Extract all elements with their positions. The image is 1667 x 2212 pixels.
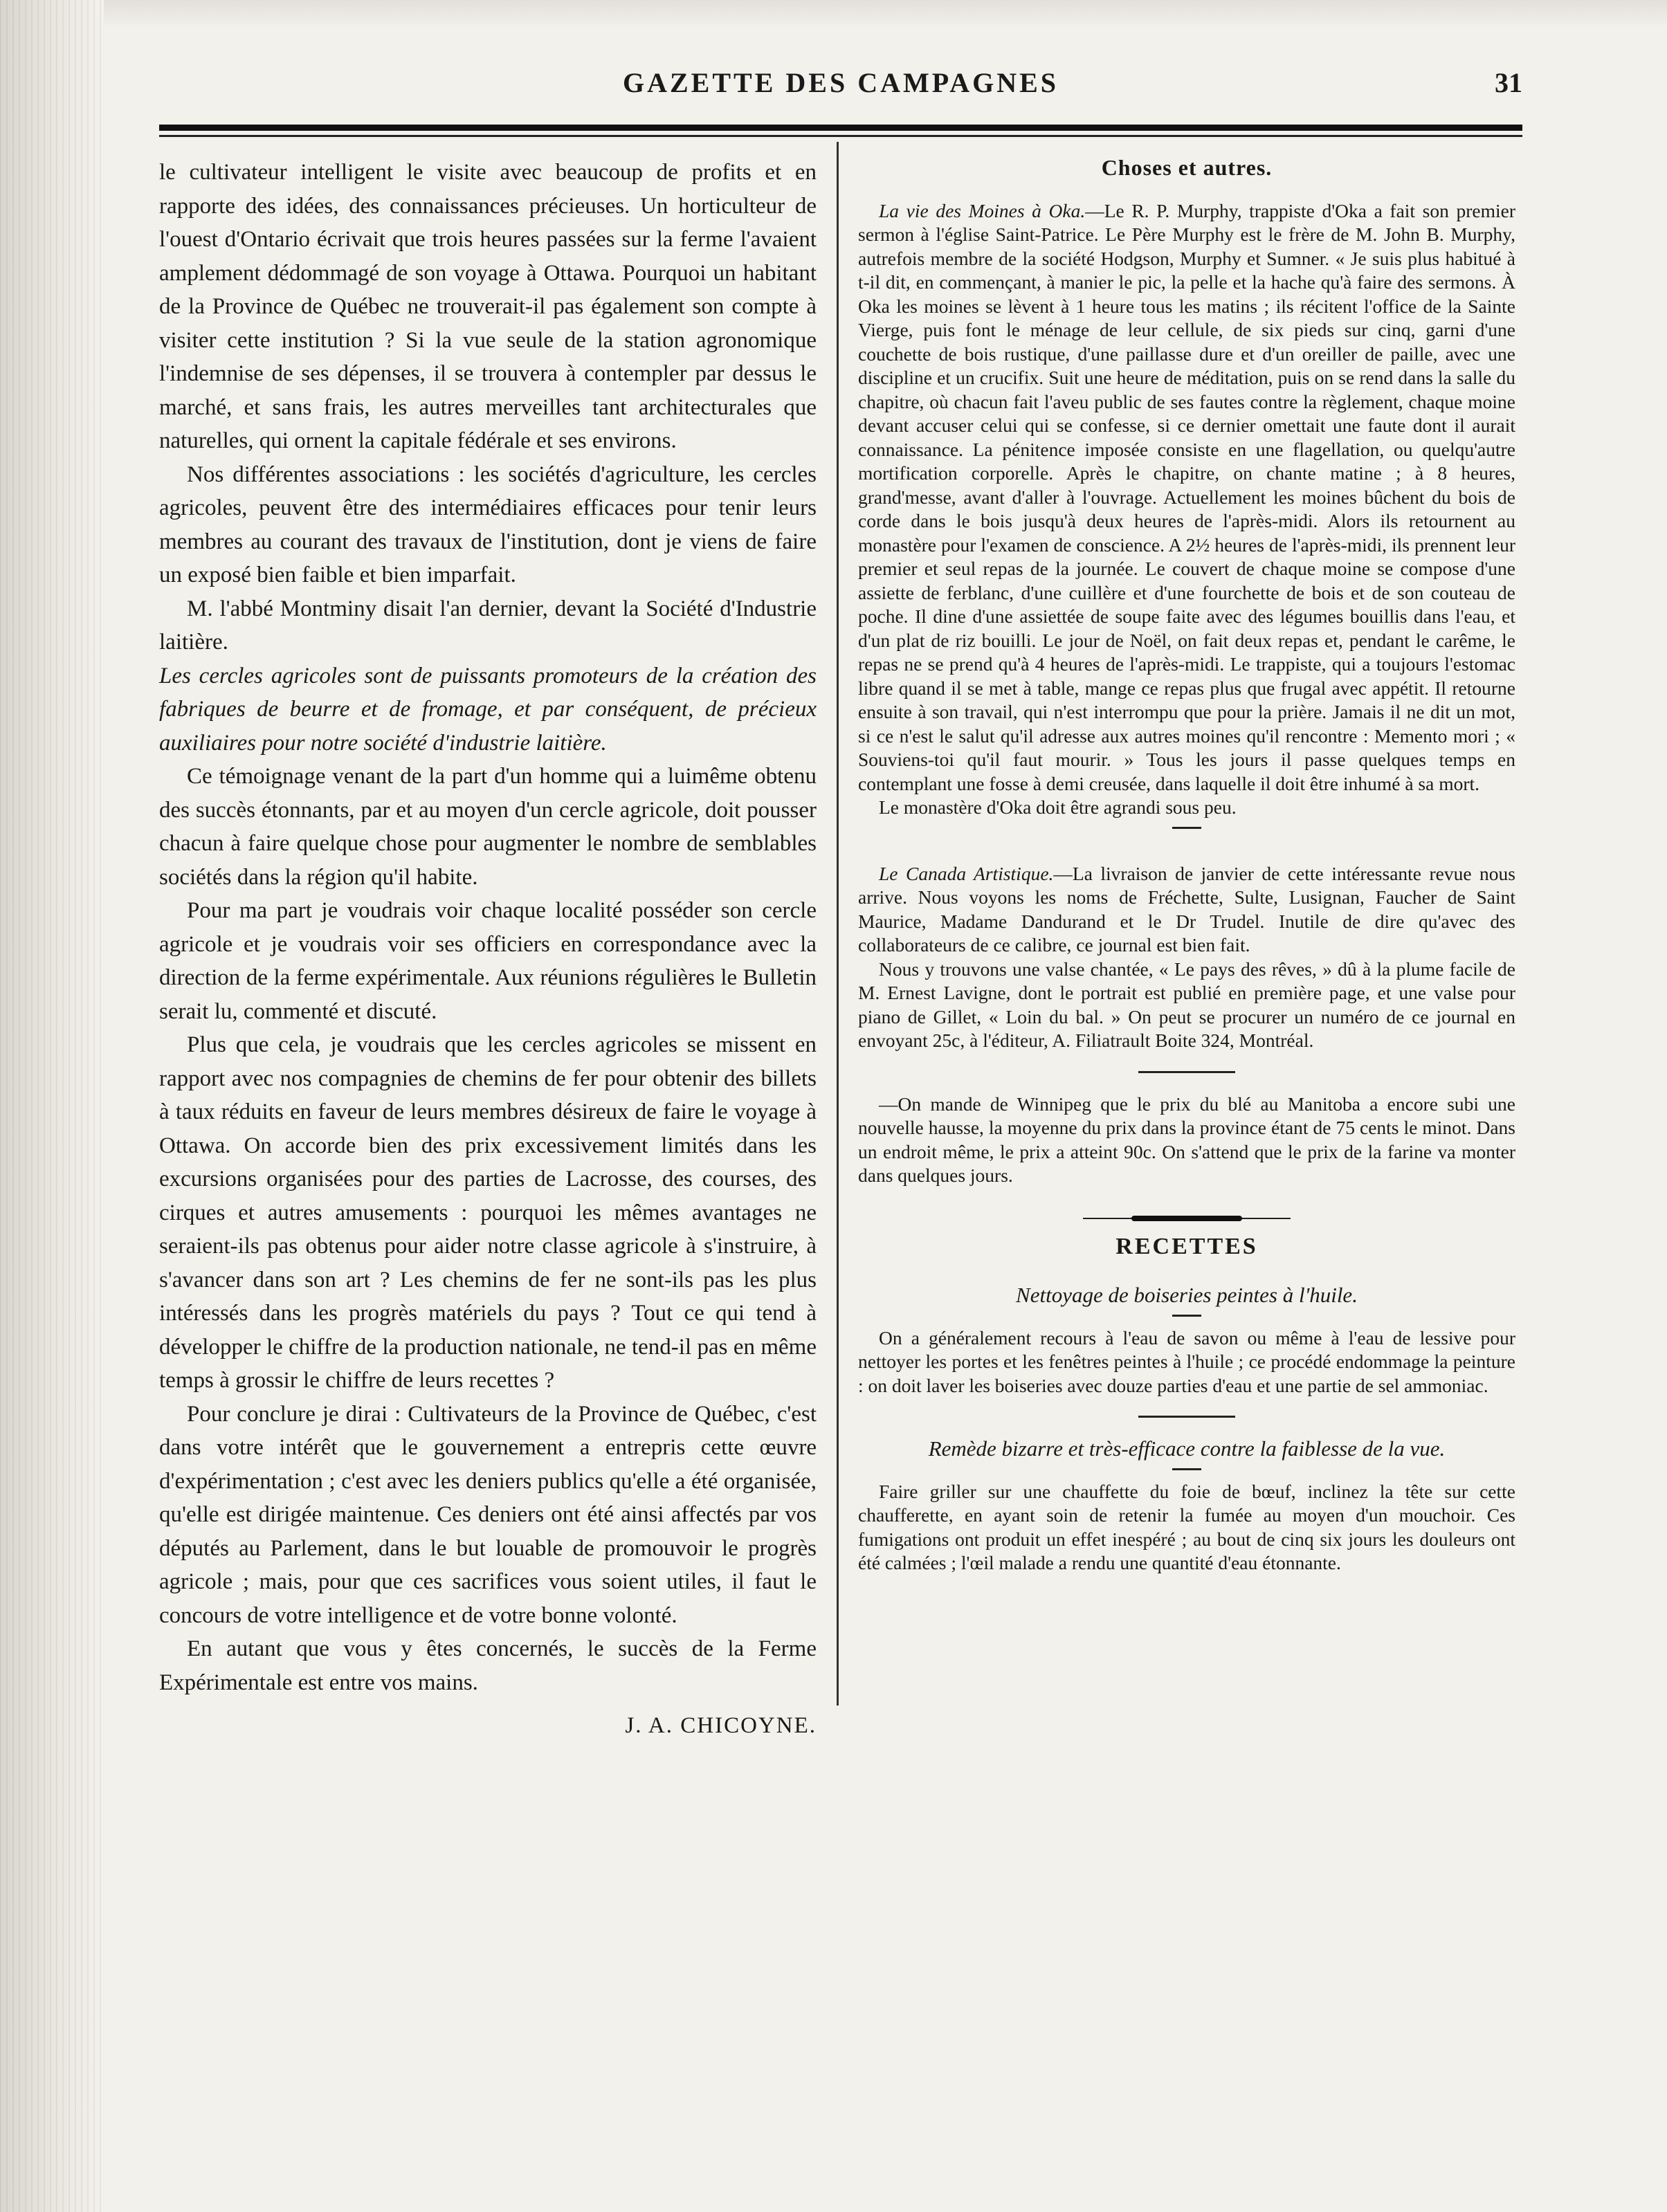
paragraph: Plus que cela, je voudrais que les cercles agricoles se missent en rapport avec nos compagnies de chemins de fer pour obtenir des billets à taux réduits en faveur de leurs membres désireux de faire le voyage à Ottawa. On accorde bien des prix excessivement limités dans les excursions organisées pour des parties de Lacrosse, des courses, des cirques et autres amusements : pourquoi les mêmes avantages ne seraient-ils pas obtenus pour aider notre classe agricole à s'instruire, à s'avancer dans son art ? Les chemins de fer ne sont-ils pas les plus intéressés dans les progrès matériels du pays ? Tout ce qui tend à développer le chiffre de la production nationale, ne tend-il pas en même temps à grossir le chiffre de leurs recettes ? bbox=[159, 1032, 817, 1393]
page-number: 31 bbox=[1495, 67, 1522, 98]
newspaper-title: GAZETTE DES CAMPAGNES bbox=[622, 67, 1059, 98]
article-closing: Le monastère d'Oka doit être agrandi sous peu. bbox=[879, 796, 1237, 818]
recipe-title: Nettoyage de boiseries peintes à l'huile. bbox=[1016, 1283, 1358, 1307]
paragraph: Pour ma part je voudrais voir chaque localité posséder son cercle agricole et je voudrais voir ses officiers en correspondance avec la direction de la ferme expérimentale. Aux réunions régulières le Bulletin serait lu, commenté et discuté. bbox=[159, 898, 817, 1024]
article-canada-artistique bbox=[858, 862, 1515, 958]
column-divider bbox=[837, 142, 839, 1706]
article-oka bbox=[858, 199, 1515, 796]
article-body: —La livraison de janvier de cette intéressante revue nous arrive. Nous voyons les noms de Fréchette, Sulte, Lusignan, Faucher de Saint Maurice, Madame Dandurand et le Dr Trudel. Inutile de dire qu'avec des collaborateurs de ce calibre, ce journal est bien fait. bbox=[858, 862, 1515, 956]
article-winnipeg: —On mande de Winnipeg que le prix du blé au Manitoba a encore subi une nouvelle hausse, la moyenne du prix dans la province étant de 75 cents le minot. Dans un endroit même, le prix a atteint 90c. On s'attend que le prix de la farine va monter dans quelques jours. bbox=[858, 1093, 1515, 1186]
scan-edge-left bbox=[0, 0, 104, 2212]
left-column bbox=[159, 156, 817, 1743]
article-lead: Le Canada Artistique. bbox=[879, 862, 1054, 884]
header-rule-thin bbox=[159, 135, 1522, 137]
article-body-continued: Nous y trouvons une valse chantée, « Le pays des rêves, » dû à la plume facile de M. Ernest Lavigne, dont le portrait est publié en première page, et une valse pour piano de Gillet, « Loin du bal. » On peut se procurer un numéro de ce journal en envoyant 25c, à l'éditeur, A. Filiatrault Boite 324, Montréal. bbox=[858, 958, 1515, 1051]
recipe-separator bbox=[1138, 1416, 1235, 1418]
recipe-body: On a généralement recours à l'eau de savon ou même à l'eau de lessive pour nettoyer les portes et les fenêtres peintes à l'huile ; ce procédé endommage la peinture : on doit laver les boiseries avec douze parties d'eau et une partie de sel ammoniac. bbox=[858, 1326, 1515, 1396]
ornamental-rule bbox=[1083, 1216, 1291, 1221]
recipe-body: Faire griller sur une chauffette du foie de bœuf, inclinez la tête sur cette chaufferette, en ayant soin de retenir la fumée au moyen d'un mouchoir. Ces fumigations ont produit un effet inespéré ; au bout de cinq six jours les douleurs ont été calmées ; l'œil malade a rendu une quantité d'eau étonnante. bbox=[858, 1480, 1515, 1573]
paragraph: M. l'abbé Montminy disait l'an dernier, devant la Société d'Industrie laitière. bbox=[159, 596, 817, 655]
article-separator bbox=[1172, 827, 1201, 829]
author-signature: J. A. CHICOYNE. bbox=[625, 1713, 817, 1738]
page-header bbox=[159, 66, 1522, 108]
article-separator bbox=[1138, 1071, 1235, 1073]
paragraph: Nos différentes associations : les sociétés d'agriculture, les cercles agricoles, peuvent être des intermédiaires efficaces pour tenir leurs membres au courant des travaux de l'institution, dont je viens de faire un exposé bien faible et bien imparfait. bbox=[159, 461, 817, 587]
recipe-title-rule bbox=[1172, 1468, 1201, 1470]
quoted-paragraph: Les cercles agricoles sont de puissants promoteurs de la création des fabriques de beurre et de fromage, et par conséquent, de précieux auxiliaires pour notre société d'industrie laitière. bbox=[159, 663, 817, 756]
right-column bbox=[858, 156, 1515, 1575]
header-rule-thick bbox=[159, 125, 1522, 131]
article-lead: La vie des Moines à Oka. bbox=[879, 199, 1086, 221]
paragraph: Pour conclure je dirai : Cultivateurs de la Province de Québec, c'est dans votre intérêt que le gouvernement a entrepris cette œuvre d'expérimentation ; c'est avec les deniers publics qu'elle a été organisée, qu'elle est dirigée maintenue. Ces deniers ont été ainsi affectés par vos députés au Parlement, dans le but louable de promouvoir le progrès agricole ; mais, pour que ces sacrifices vous soient utiles, il faut le concours de votre intelligence et de votre bonne volonté. bbox=[159, 1401, 817, 1628]
recipe-title-rule bbox=[1172, 1315, 1201, 1317]
recettes-heading: RECETTES bbox=[1115, 1233, 1258, 1259]
paragraph: le cultivateur intelligent le visite avec beaucoup de profits et en rapporte des idées, des connaissances précieuses. Un horticulteur de l'ouest d'Ontario écrivait que trois heures passées sur la ferme l'avaient amplement dédommagé de son voyage à Ottawa. Pourquoi un habitant de la Province de Québec ne trouverait-il pas également son compte à visiter cette institution ? Si la vue seule de la station agronomique l'indemnise de ses dépenses, il se trouvera à contempler par dessus le marché, et sans frais, les autres merveilles tant architecturales que naturelles, qui ornent la capitale fédérale et ses environs. bbox=[159, 160, 817, 453]
scan-edge-top bbox=[104, 0, 1667, 28]
section-title: Choses et autres. bbox=[1101, 155, 1273, 180]
article-body: —Le R. P. Murphy, trappiste d'Oka a fait son premier sermon à l'église Saint-Patrice. Le Père Murphy est le frère de M. John B. Murphy, autrefois membre de la société Hodgson, Murphy et Sumner. « Je suis plus habitué à t-il dit, en commençant, à manier le pic, la pelle et la hache qu'à faire des sermons. À Oka les moines se lèvent à 1 heure tous les matins ; ils récitent l'office de la Sainte Vierge, puis font le ménage de leur cellule, de six pieds sur cinq, garni d'une couchette de bois rustique, d'une paillasse dure et d'un oreiller de paille, avec une discipline et un crucifix. Suit une heure de méditation, puis on se rend dans la salle du chapitre, où chacun fait l'aveu public de ses fautes contre la règlement, chaque moine devant accuser celui qui se confesse, si ce dernier omettait une faute dont il aurait connaissance. La pénitence imposée consiste en une flagellation, ou quelqu'autre mortification corporelle. Après le chapitre, on chante matine ; à 8 heures, grand'messe, avant d'aller à l'ouvrage. Actuellement les moines bûchent du bois de corde dans le bois jusqu'à deux heures de l'après-midi. Alors ils retournent au monastère pour l'examen de conscience. A 2½ heures de l'après-midi, ils prennent leur premier et seul repas de la journée. Le couvert de chaque moine se compose d'une assiette de ferblanc, d'une cuillère et d'une fourchette de bois et de son couteau de poche. Il dine d'une assiettée de soupe faite avec des légumes bouillis dans l'eau, et d'un plat de riz bouilli. Le jour de Noël, on fait deux repas et, pendant le carême, le repas ne se prend qu'à 4 heures de l'après-midi. Le trappiste, qui a toujours l'estomac libre quand il se met à table, mange ce repas plus que frugal avec appétit. Il retourne ensuite à son travail, qui n'est interrompu que pour la prière. Jamais il ne dit un mot, si ce n'est le salut qu'il adresse aux autres moines qu'il rencontre : Memento mori ; « Souviens-toi qu'il faut mourir. » Tous les jours il passe quelques temps en contemplant une fosse à demi creusée, dans laquelle il doit être inhumé à sa mort. bbox=[858, 199, 1515, 794]
paragraph: En autant que vous y êtes concernés, le succès de la Ferme Expérimentale est entre vos mains. bbox=[159, 1636, 817, 1695]
recipe-title: Remède bizarre et très-efficace contre la faiblesse de la vue. bbox=[928, 1436, 1446, 1461]
paragraph: Ce témoignage venant de la part d'un homme qui a luimême obtenu des succès étonnants, par et au moyen d'un cercle agricole, doit pousser chacun à faire quelque chose pour augmenter le nombre de semblables sociétés dans la région qu'il habite. bbox=[159, 764, 817, 890]
